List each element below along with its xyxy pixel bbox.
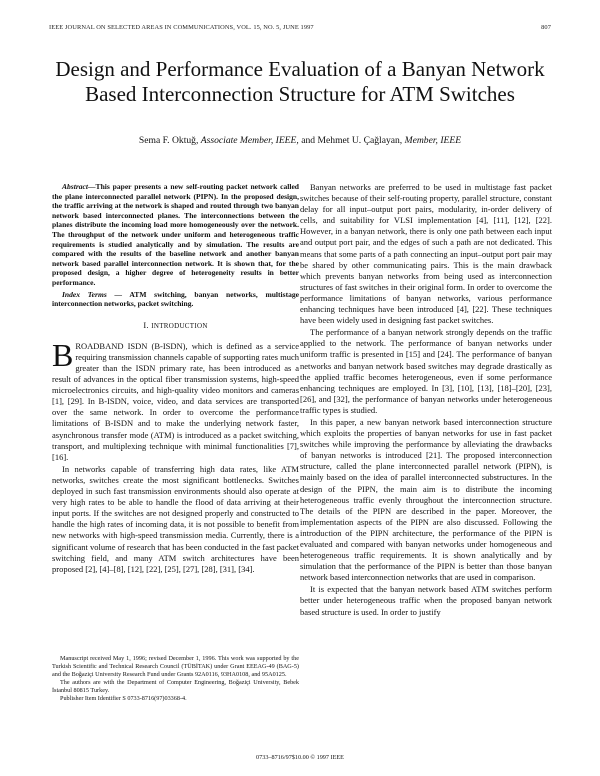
dropcap-letter: B	[52, 336, 74, 373]
abstract-text: This paper presents a new self-routing packet network called the plane interconnected parallel network (PIPN). In the proposed design, the traffic arriving at the network is shaped and routed through two banyan network based interconnected planes. The interconnections between the planes distribute the incoming load more homogeneously over the network. The throughput of the network under uniform and heterogeneous traffic requirements is studied analytically and by simulation. The results are compared with the results of the baseline network and another banyan network based parallel interconnection network. It is shown that, for the proposed design, a higher degree of heterogeneity results in better performance.	[52, 182, 299, 287]
journal-name: IEEE JOURNAL ON SELECTED AREAS IN COMMUNICATIONS, VOL. 15, NO. 5, JUNE 1997	[49, 24, 314, 31]
author-line	[40, 135, 560, 147]
running-head	[49, 24, 551, 34]
footnote-identifier: Publisher Item Identifier S 0733-8716(97)03368-4.	[60, 694, 187, 702]
body-paragraph-3: In this paper, a new banyan network based interconnection structure which exploits the properties of banyan networks for use in fast packet switches while improving the performance by alleviating the drawbacks of banyan networks is introduced [21]. The proposed interconnection structure, called the plane interconnected parallel network (PIPN), is mainly based on the idea of parallel interconnected substructures. In the design of the PIPN, the main aim is to distribute the incoming heterogeneous traffic evenly throughout the interconnection structure. The details of the PIPN are described in the paper. Moreover, the implementation aspects of the PIPN are also discussed. Following the introduction of the PIPN architecture, the performance of the PIPN is evaluated and compared with banyan networks under homogeneous and heterogeneous traffic requirements. It is shown analytically and by simulation that the performance of the PIPN is better than those banyan network based interconnection networks that are used in comparison.	[300, 416, 552, 583]
index-terms-text: ATM switching, banyan networks, multistage interconnection networks, packet switching.	[52, 289, 299, 309]
footnote	[52, 655, 299, 702]
footnote-affiliation: The authors are with the Department of Computer Engineering, Boğaziçi University, Bebek İstanbul 80815 Turkey.	[52, 678, 299, 694]
section-numeral: I.	[143, 320, 149, 330]
author-2-role: Member, IEEE	[404, 135, 462, 146]
section-heading	[52, 320, 299, 332]
copyright-footer: 0733–8716/97$10.00 © 1997 IEEE	[256, 754, 344, 761]
intro-paragraph-2: In networks capable of transferring high data rates, like ATM networks, switches create the most significant bottlenecks. Switches deployed in such fast transmission environments should also operate at very high rates to be able to handle the flood of data arriving at their input ports. If the switches are not designed properly and constructed to handle the high rates of incoming data, it is not possible to benefit from new networks with high-speed transmission media. Currently, there is a significant volume of research that has been conducted in the fast packet switching field, and many ATM switch architectures have been proposed [2], [4]–[8], [12], [22], [25], [27], [28], [31], [34].	[52, 463, 299, 574]
footnote-manuscript: Manuscript received May 1, 1996; revised December 1, 1996. This work was supported by the Turkish Scientific and Technical Research Council (TÜBİTAK) under Grant EEEAG-49 (BAG-5) and the Boğaziçi University Research Fund under Grants 92A0116, 93HA0108, and 95A0125.	[52, 655, 299, 678]
right-column	[300, 182, 552, 619]
intro-paragraph-1	[52, 336, 299, 463]
author-1-role: Associate Member, IEEE,	[200, 135, 299, 146]
abstract	[52, 182, 299, 288]
page-number: 807	[541, 24, 551, 31]
body-paragraph-4: It is expected that the banyan network based ATM switches perform better under heterogeneous traffic when the proposed banyan network based structure is used. In order to justify	[300, 584, 552, 617]
author-2-name: Mehmet U. Çağlayan,	[317, 135, 403, 146]
author-connector: and	[301, 135, 316, 146]
author-1-name: Sema F. Oktuğ,	[138, 135, 199, 146]
section-title: INTRODUCTION	[151, 321, 208, 330]
paper-title: Design and Performance Evaluation of a Banyan Network Based Interconnection Structure for ATM Switches	[55, 57, 545, 106]
intro-paragraph-1-text: ROADBAND ISDN (B-ISDN), which is defined as a service requiring transmission channels capable of supporting rates much greater than the ISDN primary rate, has been introduced as a result of advances in the optical fiber transmission systems, high-speed microelectronics circuits, and high-quality video monitors and cameras [1], [29]. In B-ISDN, voice, video, and data services are transported over the same network. In order to overcome the performance limitations of B-ISDN and to make the underlying network faster, asynchronous transfer mode (ATM) is introduced as a packet switching, transport, and multiplexing technique with minimal functionalities [7], [16].	[52, 340, 299, 462]
index-terms-lead: Index Terms —	[62, 289, 123, 299]
body-paragraph-2: The performance of a banyan network strongly depends on the traffic applied to the network. The performance of banyan networks under uniform traffic is presented in [15] and [24]. The performance of banyan networks and banyan network based switches may degrade drastically as the applied traffic becomes heterogeneous, even if some performance enhancing techniques are employed. In [3], [10], [13], [18]–[20], [23], [26], and [32], the performance of banyan networks under heterogeneous traffic types is studied.	[300, 327, 552, 415]
body-paragraph-1: Banyan networks are preferred to be used in multistage fast packet switches because of their self-routing property, parallel structure, constant delay for all input–output port pairs, modularity, in-order delivery of cells, and suitability for VLSI implementation [4], [11], [12], [22]. However, in a banyan network, there is only one path between each input and output port pair, and the edges of such a path are not dedicated. This means that some parts of a path connecting an input–output port pair may be shared by other communicating pairs. This is the main drawback which prevents banyan networks from being used as interconnection structures of fast switches in their original form. In order to overcome the performance limitations of banyan networks, various performance enhancing techniques have been introduced [4], [22]. These techniques have been widely used in designing fast packet switches.	[300, 182, 552, 326]
left-column	[52, 182, 299, 576]
abstract-lead: Abstract—	[62, 182, 96, 191]
index-terms	[52, 290, 299, 309]
